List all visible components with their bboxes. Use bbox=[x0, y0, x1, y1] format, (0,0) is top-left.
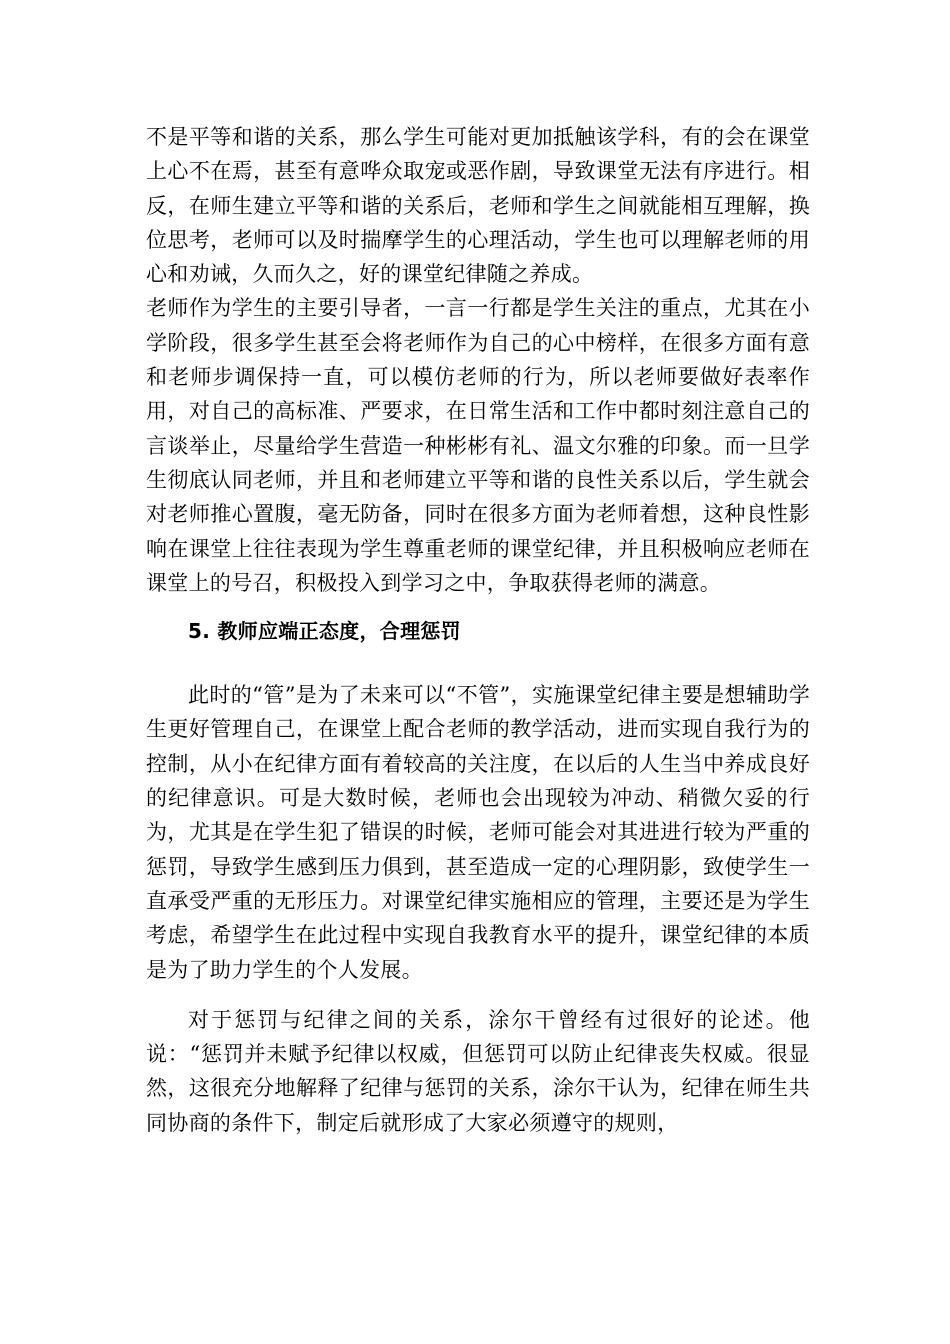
paragraph-continuation: 不是平等和谐的关系，那么学生可能对更加抵触该学科，有的会在课堂上心不在焉，甚至有意哗众取宠或恶作剧，导致课堂无法有序进行。相反，在师生建立平等和谐的关系后，老师和学生之间就能相互理解，换位思考，老师可以及时揣摩学生的心理活动，学生也可以理解老师的用心和劝诫，久而久之，好的课堂纪律随之养成。 bbox=[146, 125, 810, 287]
paragraph-durkheim: 对于惩罚与纪律之间的关系，涂尔干曾经有过很好的论述。他说：“惩罚并未赋予纪律以权威，但惩罚可以防止纪律丧失权威。很显然，这很充分地解释了纪律与惩罚的关系，涂尔干认为，纪律在师生共同协商的条件下，制定后就形成了大家必须遵守的规则， bbox=[146, 1007, 810, 1135]
section-heading: 5. 教师应端正态度，合理惩罚 bbox=[188, 619, 461, 644]
document-body bbox=[146, 120, 810, 1140]
paragraph-discipline-purpose: 此时的“管”是为了未来可以“不管”，实施课堂纪律主要是想辅助学生更好管理自己，在课堂上配合老师的教学活动，进而实现自我行为的控制，从小在纪律方面有着较高的关注度，在以后的人生当中养成良好的纪律意识。可是大数时候，老师也会出现较为冲动、稍微欠妥的行为，尤其是在学生犯了错误的时候，老师可能会对其进进行较为严重的惩罚，导致学生感到压力俱到，甚至造成一定的心理阴影，致使学生一直承受严重的无形压力。对课堂纪律实施相应的管理，主要还是为学生考虑，希望学生在此过程中实现自我教育水平的提升，课堂纪律的本质是为了助力学生的个人发展。 bbox=[146, 683, 810, 982]
paragraph-teacher-role: 老师作为学生的主要引导者，一言一行都是学生关注的重点，尤其在小学阶段，很多学生甚至会将老师作为自己的心中榜样，在很多方面有意和老师步调保持一直，可以模仿老师的行为，所以老师要做好表率作用，对自己的高标准、严要求，在日常生活和工作中都时刻注意自己的言谈举止，尽量给学生营造一种彬彬有礼、温文尔雅的印象。而一旦学生彻底认同老师，并且和老师建立平等和谐的良性关系以后，学生就会对老师推心置腹，毫无防备，同时在很多方面为老师着想，这种良性影响在课堂上往往表现为学生尊重老师的课堂纪律，并且积极响应老师在课堂上的号召，积极投入到学习之中，争取获得老师的满意。 bbox=[146, 296, 810, 595]
